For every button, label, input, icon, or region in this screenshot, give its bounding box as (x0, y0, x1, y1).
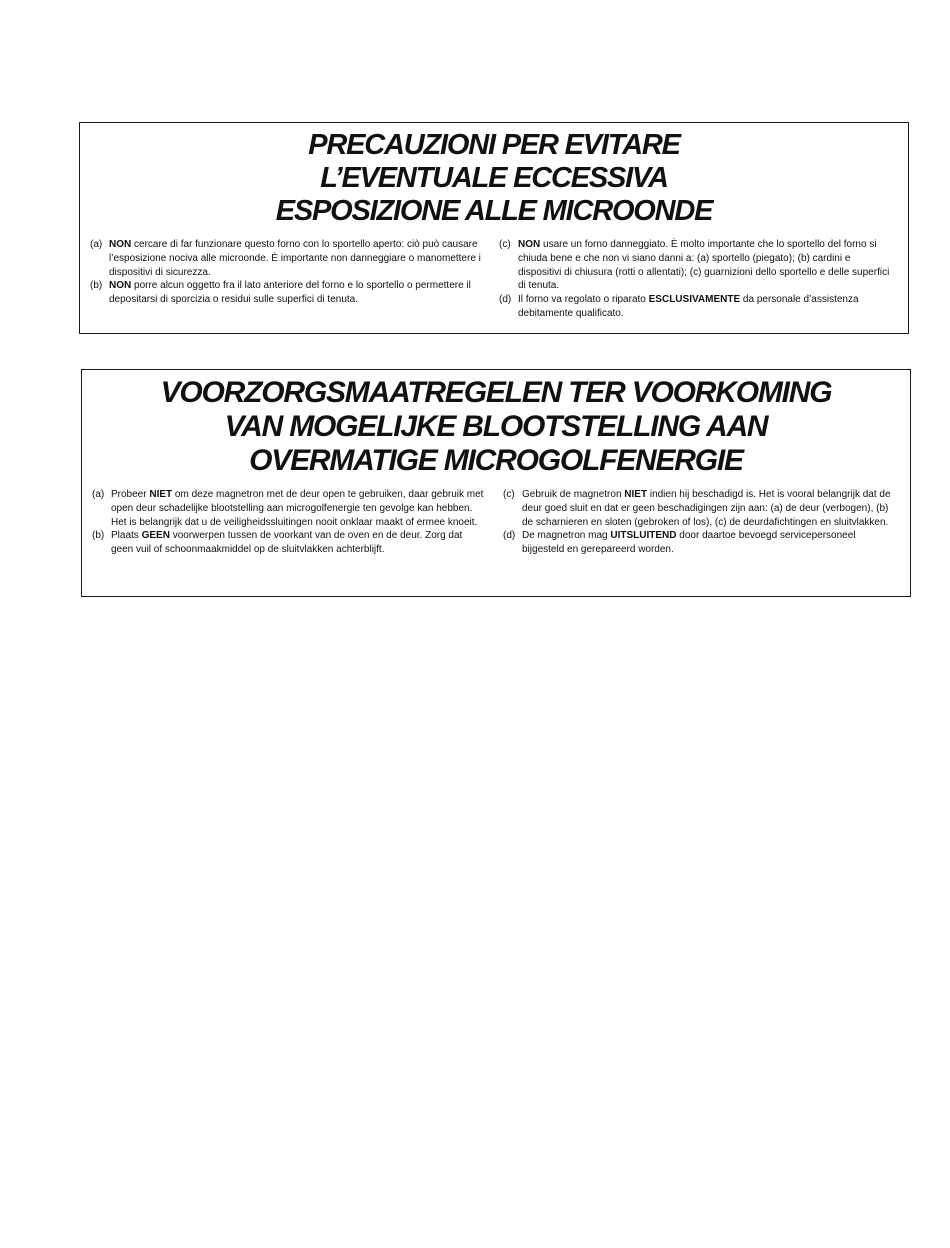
item-text (522, 529, 898, 557)
dutch-warning-title (82, 370, 910, 478)
italian-warning-title (80, 123, 908, 228)
title-line: L’EVENTUALE ECCESSIVA (320, 162, 668, 194)
item-text (111, 529, 487, 557)
dutch-left-column (92, 488, 487, 557)
emphasis: NON (518, 239, 541, 250)
item-prefix: Plaats (111, 530, 142, 542)
item-text (518, 238, 894, 293)
dutch-right-column (503, 488, 898, 557)
italian-left-column (90, 238, 485, 321)
item-label: (c) (499, 239, 511, 250)
item-prefix: Gebruik de magnetron (522, 489, 625, 500)
item-text (111, 488, 487, 529)
item-label: (d) (503, 530, 516, 542)
item-label: (b) (90, 280, 103, 292)
dutch-item-b (92, 529, 487, 557)
emphasis: NIET (149, 489, 173, 500)
emphasis: UITSLUITEND (610, 530, 677, 542)
emphasis: ESCLUSIVAMENTE (648, 294, 741, 306)
item-text (518, 293, 894, 321)
dutch-item-c (503, 488, 898, 529)
item-label: (a) (92, 489, 105, 500)
item-body: voorwerpen tussen de voorkant van de oven en de deur. Zorg dat geen vuil of schoonmaakmiddel op de sluitvlakken achterblijft. (111, 530, 463, 556)
emphasis: NIET (624, 489, 648, 500)
item-label: (a) (90, 239, 103, 250)
title-line: VAN MOGELIJKE BLOOTSTELLING AAN (224, 410, 768, 443)
italian-warning-box (79, 122, 909, 334)
item-body: om deze magnetron met de deur open te gebruiken, daar gebruik met open deur schadelijke blootstelling aan microgolfenergie ten gevolge kan hebben. Het is belangrijk dat u de veiligheidssluitingen nooit onklaar maakt of ermee knoeit. (111, 489, 484, 528)
item-body: indien hij beschadigd is. Het is vooral belangrijk dat de deur goed sluit en dat er geen beschadigingen zijn aan: (a) de deur (verbogen), (b) de scharnieren en sloten (gebroken of los), (c) de deurdafichtingen en sluitvlakken. (522, 489, 891, 528)
item-body: da personale d’assistenza debitamente qualificato. (518, 294, 859, 319)
italian-item-b (90, 279, 485, 307)
dutch-item-d (503, 529, 898, 557)
emphasis: NON (109, 280, 132, 292)
item-prefix: Probeer (111, 489, 150, 500)
title-line: OVERMATIGE MICROGOLFENERGIE (249, 444, 743, 477)
item-body: door daartoe bevoegd servicepersoneel bijgesteld en gerepareerd worden. (522, 530, 856, 556)
item-prefix: Il forno va regolato o riparato (518, 294, 649, 306)
emphasis: NON (109, 239, 132, 250)
dutch-warning-box (81, 369, 911, 597)
item-body: cercare di far funzionare questo forno con lo sportello aperto: ciò può causare l’esposizione nociva alle microonde. È importante non danneggiare o manomettere i dispositivi di sicurezza. (109, 239, 481, 278)
title-line: ESPOSIZIONE ALLE MICROONDE (275, 195, 713, 227)
item-text (109, 238, 485, 279)
item-label: (d) (499, 294, 512, 306)
title-line: PRECAUZIONI PER EVITARE (308, 129, 680, 161)
dutch-item-a (92, 488, 487, 529)
italian-item-c (499, 238, 894, 293)
italian-right-column (499, 238, 894, 321)
item-text (109, 279, 485, 307)
item-body: porre alcun oggetto fra il lato anteriore del forno e lo sportello o permettere il depositarsi di sporcizia o residui sulle superfici di tenuta. (109, 280, 471, 306)
item-body: usare un forno danneggiato. È molto importante che lo sportello del forno si chiuda bene e che non vi siano danni a: (a) sportello (piegato); (b) cardini e dispositivi di chiusura (rotti o allentati); (c) guarnizioni dello sportello e delle superfici di tenuta. (518, 239, 890, 292)
item-prefix: De magnetron mag (522, 530, 611, 542)
italian-item-d (499, 293, 894, 321)
item-label: (b) (92, 530, 105, 542)
item-text (522, 488, 898, 529)
italian-item-a (90, 238, 485, 279)
title-line: VOORZORGSMAATREGELEN TER VOORKOMING (160, 376, 832, 409)
dutch-items (92, 488, 898, 557)
italian-items (90, 238, 894, 321)
emphasis: GEEN (141, 530, 170, 542)
item-label: (c) (503, 489, 515, 500)
